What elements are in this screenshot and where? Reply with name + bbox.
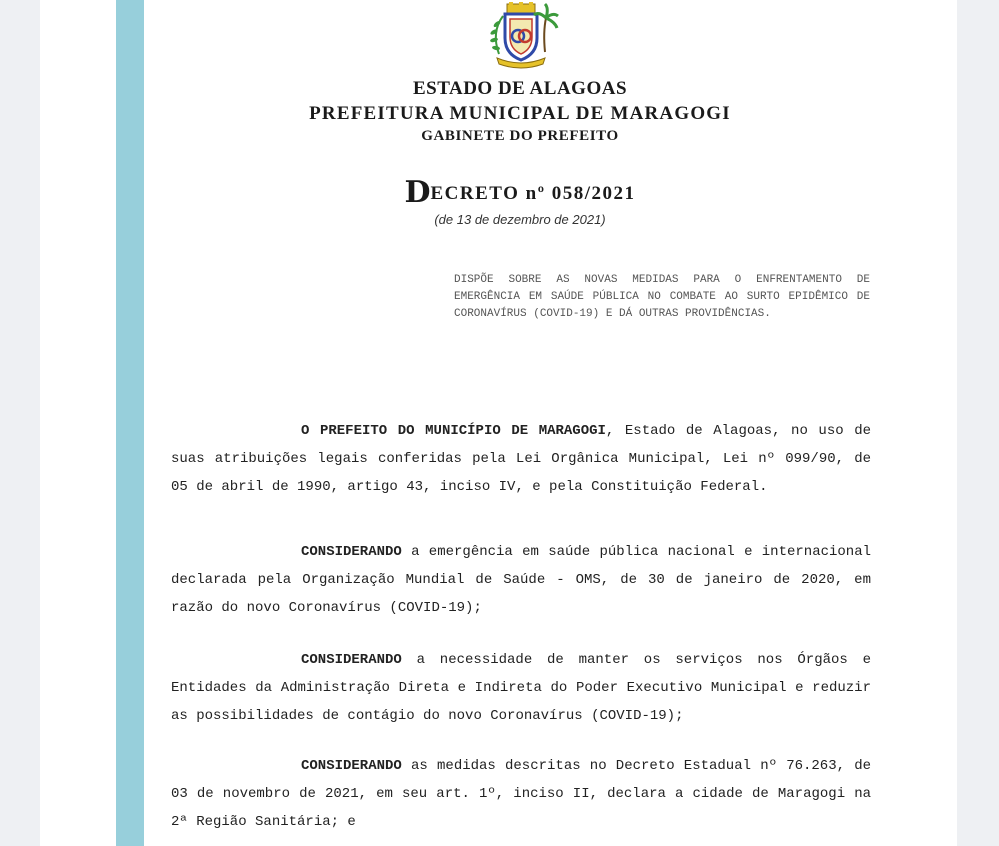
considering-lead-2: CONSIDERANDO bbox=[301, 652, 402, 668]
coat-of-arms-logo bbox=[483, 2, 559, 70]
decree-title-text: ECRETO nº 058/2021 bbox=[430, 183, 636, 204]
considering-text-2: a necessidade de manter os serviços nos Órgãos e Entidades da Administração Direta e Indireta do Poder Executivo Municipal e reduzir as possibilidades de contágio do novo Coronavírus (COVID-19); bbox=[171, 652, 871, 724]
decree-title bbox=[140, 175, 900, 210]
document-page[interactable] bbox=[40, 0, 957, 846]
letterhead-state: ESTADO DE ALAGOAS bbox=[412, 78, 628, 99]
decree-title-initial: D bbox=[404, 175, 431, 210]
preamble-text: , Estado de Alagoas, no uso de suas atribuições legais conferidas pela Lei Orgânica Municipal, Lei nº 099/90, de 05 de abril de 1990, artigo 43, inciso IV, e pela Constituição Federal. bbox=[171, 423, 871, 495]
considering-paragraph-2 bbox=[171, 646, 871, 730]
decree-summary: DISPÕE SOBRE AS NOVAS MEDIDAS PARA O ENFRENTAMENTO DE EMERGÊNCIA EM SAÚDE PÚBLICA NO COMBATE AO SURTO EPIDÊMICO DE CORONAVÍRUS (COVID-19) E DÁ OUTRAS PROVIDÊNCIAS. bbox=[454, 274, 870, 320]
considering-lead-1: CONSIDERANDO bbox=[301, 544, 402, 560]
considering-paragraph-3 bbox=[171, 752, 871, 836]
viewer-background-left bbox=[0, 0, 40, 846]
decree-date: (de 13 de dezembro de 2021) bbox=[434, 212, 606, 227]
viewer-background-right bbox=[957, 0, 999, 846]
preamble-paragraph bbox=[171, 417, 871, 501]
letterhead-prefecture: PREFEITURA MUNICIPAL DE MARAGOGI bbox=[309, 103, 731, 124]
considering-paragraph-1 bbox=[171, 538, 871, 622]
considering-text-1: a emergência em saúde pública nacional e internacional declarada pela Organização Mundial de Saúde - OMS, de 30 de janeiro de 2020, em razão do novo Coronavírus (COVID-19); bbox=[171, 544, 871, 616]
considering-lead-3: CONSIDERANDO bbox=[301, 758, 402, 774]
letterhead-office: GABINETE DO PREFEITO bbox=[421, 128, 619, 144]
page-margin-bar bbox=[116, 0, 144, 846]
preamble-lead: O PREFEITO DO MUNICÍPIO DE MARAGOGI bbox=[301, 423, 606, 439]
considering-text-3: as medidas descritas no Decreto Estadual nº 76.263, de 03 de novembro de 2021, em seu art. 1º, inciso II, declara a cidade de Maragogi na 2ª Região Sanitária; e bbox=[171, 758, 871, 830]
